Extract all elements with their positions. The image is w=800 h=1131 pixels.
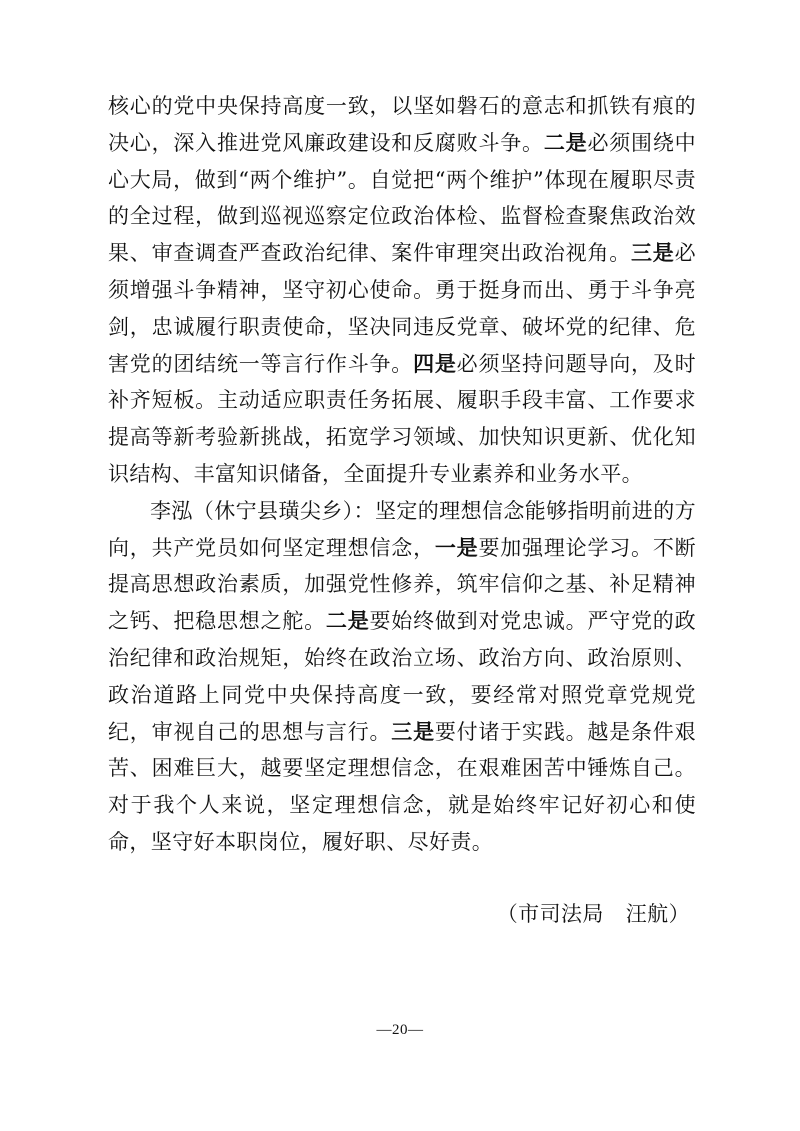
point-three-marker: 三是 [631, 241, 675, 266]
speaker-label: 李泓（休宁县璜尖乡）： [150, 498, 375, 523]
paragraph-2-text-3: 要付诸于实践。越是条件艰苦、困难巨大，越要坚定理想信念，在艰难困苦中锤炼自己。对于我个人来说，坚定理想信念，就是始终牢记好初心和使命，坚守好本职岗位，履好职、尽好责。 [108, 719, 696, 854]
paragraph-2-intro: 坚定的理想信念能够指明前进的方向，共产党员如何坚定理想信念， [108, 498, 697, 560]
paragraph-1-text-3: 必须增强斗争精神，坚守初心使命。勇于挺身而出、勇于斗争亮剑，忠诚履行职责使命，坚决同违反党章、破坏党的纪律、危害党的团结统一等言行作斗争。 [108, 241, 696, 376]
body-text [108, 88, 696, 861]
signature-close-paren: ） [668, 902, 690, 926]
point-four-marker: 四是 [413, 351, 457, 376]
point-two-marker-2: 二是 [325, 609, 370, 634]
paragraph-2 [108, 493, 696, 861]
point-three-marker-2: 三是 [391, 719, 435, 744]
paragraph-1 [108, 88, 696, 493]
paragraph-1-text-4: 必须坚持问题导向，及时补齐短板。主动适应职责任务拓展、履职手段丰富、工作要求提高等新考验新挑战，拓宽学习领域、加快知识更新、优化知识结构、丰富知识储备，全面提升专业素养和业务水平。 [108, 351, 696, 486]
signature-name: 汪航 [625, 902, 669, 926]
paragraph-1-text-2: 必须围绕中心大局，做到“两个维护”。自觉把“两个维护”体现在履职尽责的全过程，做到巡视巡察定位政治体检、监督检查聚焦政治效果、审查调查严查政治纪律、案件审理突出政治视角。 [108, 130, 697, 266]
point-one-marker: 一是 [434, 535, 479, 560]
paragraph-1-text-1: 核心的党中央保持高度一致，以坚如磐石的意志和抓铁有痕的决心，深入推进党风廉政建设和反腐败斗争。 [108, 94, 696, 155]
author-signature [460, 896, 690, 932]
paragraph-2-text-2: 要始终做到对党忠诚。严守党的政治纪律和政治规矩，始终在政治立场、政治方向、政治原则、政治道路上同党中央保持高度一致，要经常对照党章党规党纪，审视自己的思想与言行。 [108, 609, 696, 744]
point-two-marker: 二是 [543, 130, 588, 155]
paragraph-2-text-1: 要加强理论学习。不断提高思想政治素质，加强党性修养，筑牢信仰之基、补足精神之钙、把稳思想之舵。 [108, 535, 697, 634]
page-number: —20— [376, 1022, 424, 1038]
signature-open-paren: （ [496, 902, 519, 926]
signature-unit: 市司法局 [518, 902, 604, 926]
